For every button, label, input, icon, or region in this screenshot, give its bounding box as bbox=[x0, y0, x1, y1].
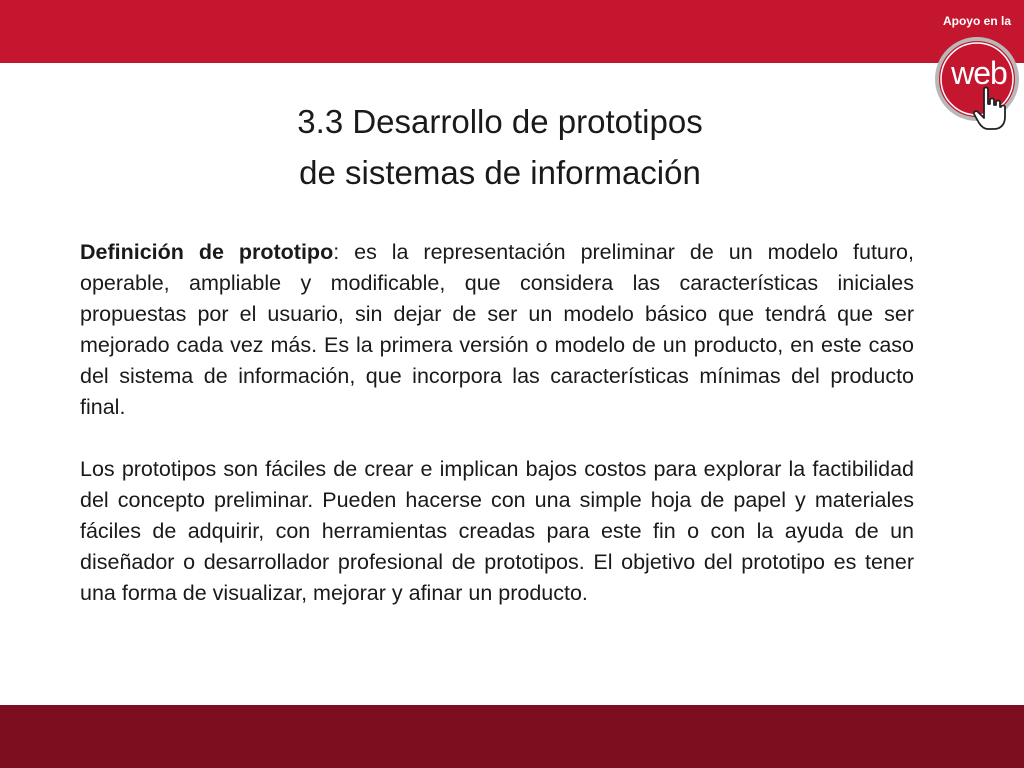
definition-term: Definición de prototipo bbox=[80, 240, 334, 264]
slide-title bbox=[150, 96, 850, 198]
slide-body bbox=[80, 237, 914, 609]
title-line-1: 3.3 Desarrollo de prototipos bbox=[297, 103, 703, 140]
top-band bbox=[0, 0, 1024, 63]
apoyo-web-logo bbox=[930, 8, 1024, 138]
hand-cursor-icon bbox=[972, 86, 1006, 132]
logo-word: web bbox=[951, 55, 1007, 91]
logo-tagline: Apoyo en la bbox=[942, 14, 1011, 28]
title-line-2: de sistemas de información bbox=[299, 154, 701, 191]
paragraph-definition bbox=[80, 237, 914, 423]
paragraph-prototypes: Los prototipos son fáciles de crear e implican bajos costos para explorar la factibilidad del concepto preliminar. Pueden hacerse con una simple hoja de papel y materiales fáciles de adquirir, con herramientas creadas para este fin o con la ayuda de un diseñador o desarrollador profesional de prototipos. El objetivo del prototipo es tener una forma de visualizar, mejorar y afinar un producto. bbox=[80, 457, 914, 605]
bottom-band bbox=[0, 705, 1024, 768]
definition-text: : es la representación preliminar de un modelo futuro, operable, ampliable y modificable, que considera las características iniciales propuestas por el usuario, sin dejar de ser un modelo básico que tendrá que ser mejorado cada vez más. Es la primera versión o modelo de un producto, en este caso del sistema de información, que incorpora las características mínimas del producto final. bbox=[80, 240, 914, 419]
